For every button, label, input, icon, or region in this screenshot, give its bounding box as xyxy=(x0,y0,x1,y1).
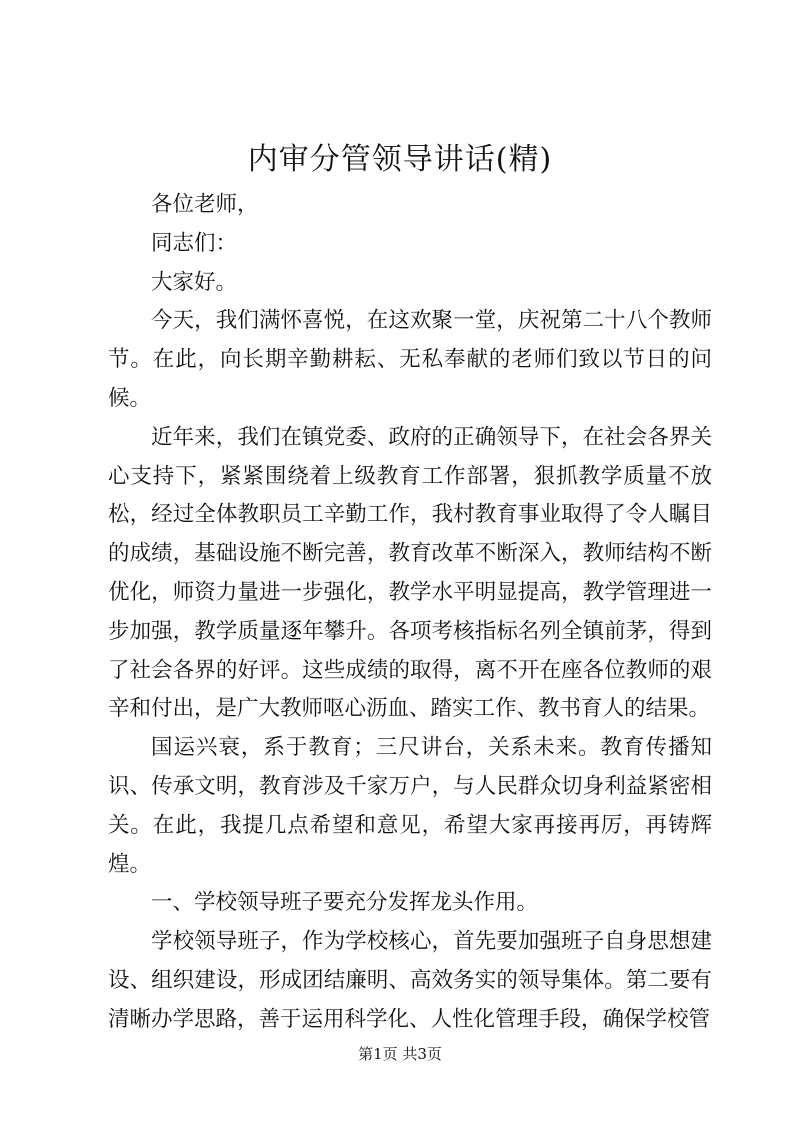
section-heading-1: 一、学校领导班子要充分发挥龙头作用。 xyxy=(151,890,539,916)
paragraph-leadership: 学校领导班子，作为学校核心，首先要加强班子自身思想建设、组织建设，形成团结廉明、高效务实的领导集体。第二要有清晰办学思路，善于运用科学化、人性化管理手段，确保学校管 xyxy=(108,929,712,1032)
document-body xyxy=(108,186,712,1040)
document-title: 内审分管领导讲话(精) xyxy=(247,142,553,177)
paragraph-greeting-teachers: 各位老师， xyxy=(151,192,259,217)
paragraph-teachers-day: 今天，我们满怀喜悦，在这欢聚一堂，庆祝第二十八个教师节。在此，向长期辛勤耕耘、无私奉献的老师们致以节日的问候。 xyxy=(108,308,712,411)
paragraph-education-importance: 国运兴衰，系于教育；三尺讲台，关系未来。教育传播知识、传承文明，教育涉及千家万户，与人民群众切身利益紧密相关。在此，我提几点希望和意见，希望大家再接再厉，再铸辉煌。 xyxy=(108,735,712,877)
paragraph-achievements: 近年来，我们在镇党委、政府的正确领导下，在社会各界关心支持下，紧紧围绕着上级教育工作部署，狠抓教学质量不放松，经过全体教职员工辛勤工作，我村教育事业取得了令人瞩目的成绩，基础设施不断完善，教育改革不断深入，教师结构不断优化，师资力量进一步强化，教学水平明显提高，教学管理进一步加强，教学质量逐年攀升。各项考核指标名列全镇前茅，得到了社会各界的好评。这些成绩的取得，离不开在座各位教师的艰辛和付出，是广大教师呕心沥血、踏实工作、教书育人的结果。 xyxy=(108,424,712,722)
page-number-footer: 第1页 共3页 xyxy=(358,1045,442,1063)
paragraph-greeting-comrades: 同志们： xyxy=(151,230,238,256)
paragraph-greeting-all: 大家好。 xyxy=(151,269,238,295)
